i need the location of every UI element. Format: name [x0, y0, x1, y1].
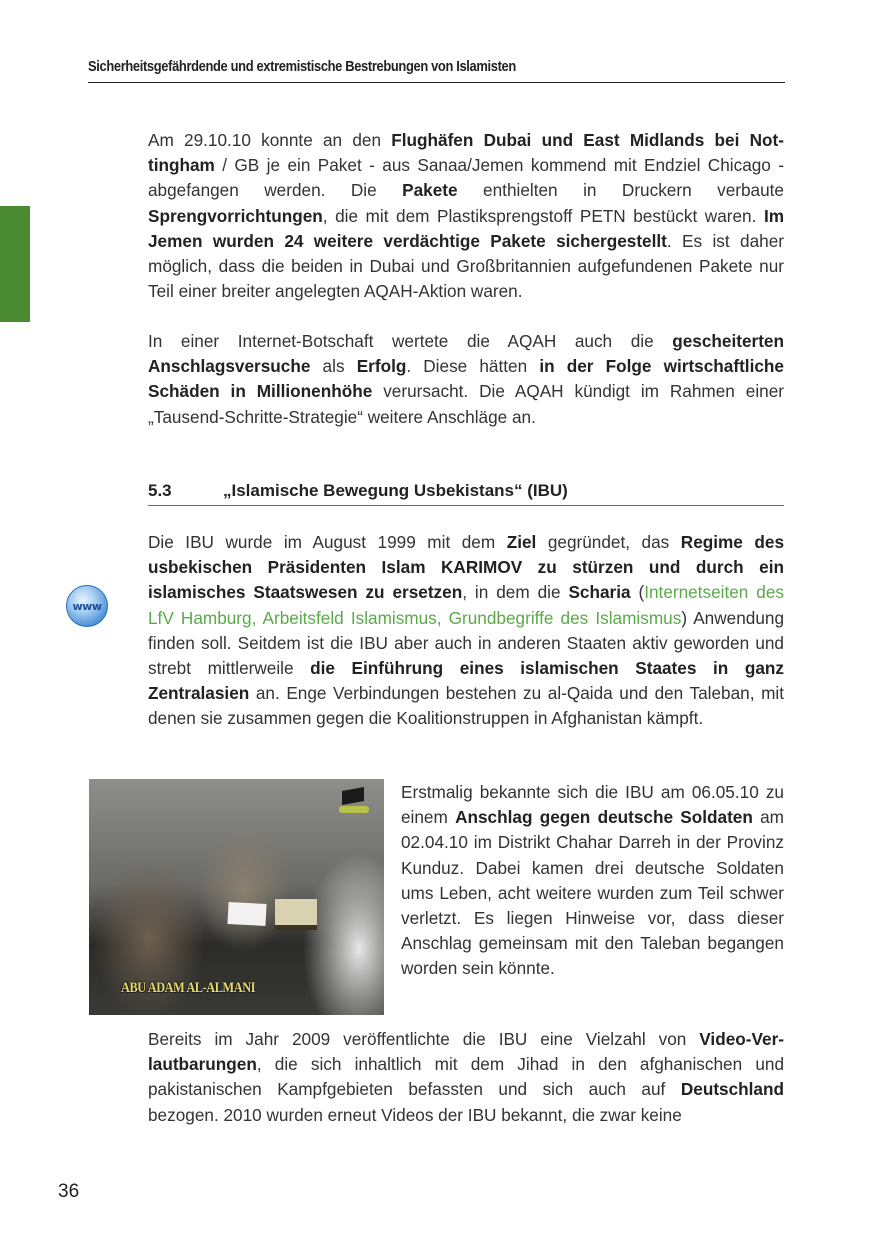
body-text: Am 29.10.10 konnte an den: [148, 130, 392, 150]
emphasis-text: Deutschland: [680, 1079, 784, 1100]
reference-link[interactable]: Internetseiten des LfV Hamburg, Arbeitsfeld Islamismus, Grundbegriffe des Islamismus: [148, 582, 785, 628]
emphasis-text: Regime des usbekischen Präsidenten Islam KARIMOV zu stürzen und durch ein islamisches Staatswesen zu ersetzen: [148, 532, 785, 603]
chapter-tab-marker: [0, 206, 30, 322]
running-head: Sicherheitsgefährdende und extremistische Bestrebungen von Islamisten: [88, 58, 516, 75]
body-text: ) Anwendung finden soll. Seitdem ist die IBU aber auch in anderen Staaten aktiv geworden und strebt mittlerweile: [148, 607, 784, 679]
photo-caption: ABU ADAM AL-ALMANI: [121, 980, 256, 996]
emphasis-text: Anschlag gegen deutsche Soldaten: [455, 807, 753, 828]
flag-logo-icon: [342, 787, 364, 805]
body-text: , in dem die: [462, 582, 569, 603]
emphasis-text: gescheiterten Anschlagsversuche: [148, 331, 784, 377]
paragraph-video-statements: [148, 1027, 784, 1128]
emphasis-text: die Einführung eines islamischen Staates in ganz Zentralasien: [148, 658, 784, 704]
emphasis-text: in der Folge wirtschaftliche Schäden in Millionenhöhe: [148, 356, 784, 402]
paragraph-aqah-statement: [148, 329, 784, 430]
emphasis-text: Erfolg: [356, 356, 407, 377]
body-text: Erstmalig bekannte sich die IBU am 06.05.10 zu einem: [401, 782, 784, 828]
body-text: als: [310, 356, 357, 377]
body-text: Die IBU wurde im August 1999 mit dem: [148, 532, 507, 552]
body-text: gegründet, das: [536, 532, 681, 552]
page-number: 36: [58, 1181, 80, 1202]
emphasis-text: Flughäfen Dubai und East Midlands bei Nottingham: [148, 130, 784, 176]
body-text: . Diese hätten: [406, 356, 540, 377]
paragraph-parcel-bombs: [148, 128, 784, 304]
body-text: am 02.04.10 im Distrikt Chahar Darreh in der Provinz Kunduz. Dabei kamen drei deutsche Soldaten ums Leben, acht weitere wurden zum Teil schwer verletzt. Es liegen Hinweise vor, dass dieser Anschlag gemeinsam mit den Taleban begangen worden sein könnte.: [401, 807, 784, 979]
www-globe-icon[interactable]: www: [66, 585, 108, 627]
body-text: . Es ist daher möglich, dass die beiden in Dubai und Großbritannien aufgefundenen Pakete nur Teil einer breiter angelegten AQAH-Aktion waren.: [148, 230, 784, 302]
body-text: , die mit dem Plastiksprengstoff PETN bestückt waren.: [322, 205, 764, 226]
body-text: (: [630, 582, 645, 603]
emphasis-text: Sprengvorrichtungen: [148, 205, 323, 226]
section-divider: [148, 505, 784, 506]
body-text: enthielten in Druckern verbaute: [457, 180, 784, 201]
body-text: bezogen. 2010 wurden erneut Videos der IBU bekannt, die zwar keine: [148, 1104, 682, 1125]
paragraph-kunduz-attack: [401, 780, 784, 982]
photo-books-detail: [275, 899, 317, 930]
emphasis-text: Im Jemen wurden 24 weitere verdächtige Pakete sichergestellt: [148, 205, 784, 251]
body-text: , die sich inhaltlich mit dem Jihad in den afghanischen und pakistanischen Kampfgebieten befassten und sich auch auf: [148, 1054, 784, 1100]
logo-banner-icon: [339, 806, 369, 813]
body-text: an. Enge Verbindungen bestehen zu al-Qaida und den Taleban, mit denen sie zusammen gegen die Koalitionstruppen in Afghanistan kämpft.: [148, 683, 784, 729]
paragraph-ibu-intro: [148, 530, 784, 732]
emphasis-text: Video-Verlautbarungen: [148, 1029, 784, 1075]
body-text: In einer Internet-Botschaft wertete die AQAH auch die: [148, 331, 673, 351]
body-text: Bereits im Jahr 2009 veröffentlichte die IBU eine Vielzahl von: [148, 1029, 700, 1049]
photo-paper-detail: [227, 902, 266, 926]
section-heading: [148, 481, 784, 501]
video-still-photo: [89, 779, 384, 1015]
header-divider: [88, 82, 785, 83]
section-number: 5.3: [148, 481, 172, 500]
body-text: verursacht. Die AQAH kündigt im Rahmen einer „Tausend-Schritte-Strategie“ weitere Anschläge an.: [148, 381, 784, 427]
emphasis-text: Ziel: [506, 532, 537, 552]
emphasis-text: Pakete: [402, 180, 458, 201]
section-title: „Islamische Bewegung Usbekistans“ (IBU): [223, 481, 568, 500]
body-text: / GB je ein Paket - aus Sanaa/Jemen kommend mit Endziel Chicago - abgefangen werden. Die: [148, 155, 784, 201]
emphasis-text: Scharia: [568, 582, 631, 603]
